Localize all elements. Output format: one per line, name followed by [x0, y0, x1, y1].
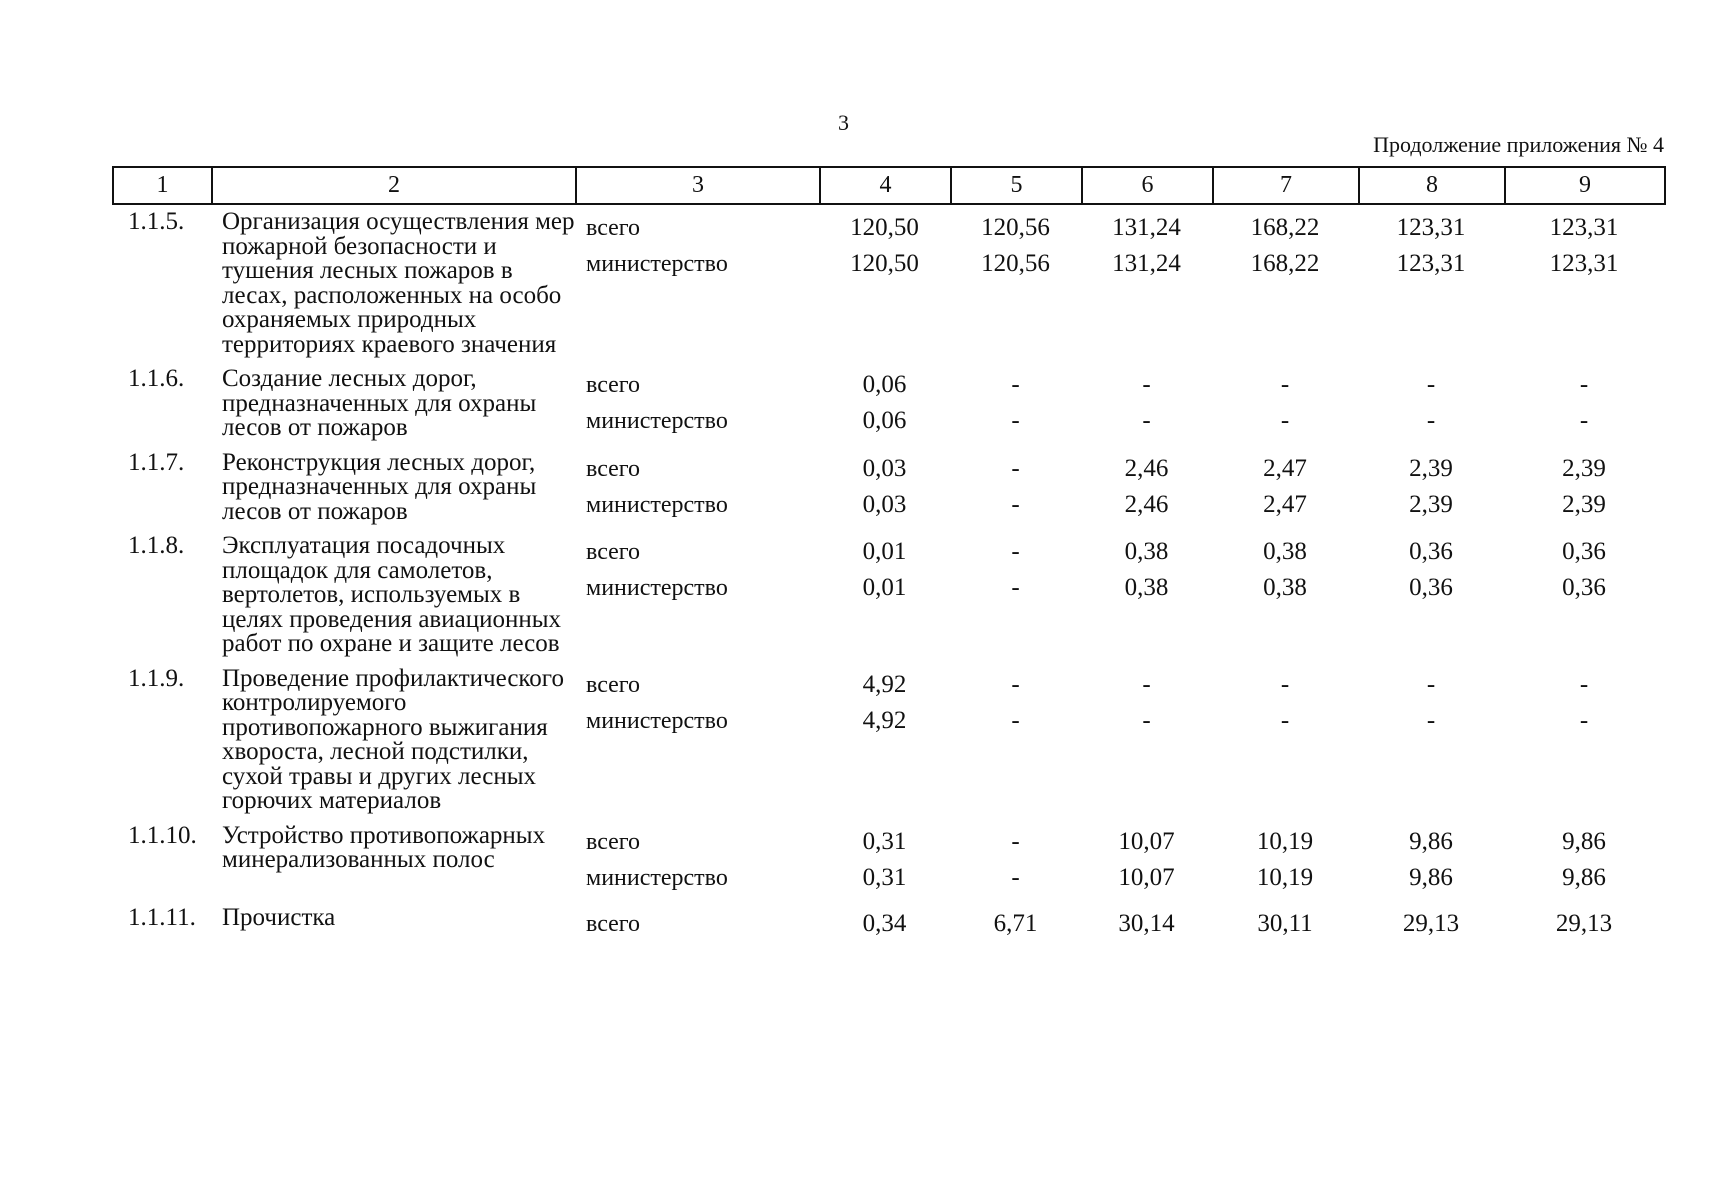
value-total: 29,13: [1555, 909, 1613, 937]
value-cell: [1081, 906, 1212, 978]
value-cell: [1212, 667, 1358, 814]
item-name: Организация осуществления мер пожарной безопасности и тушения лесных пожаров в лесах, расположенных на особо охраняемых природных территориях краевого значения: [222, 208, 575, 358]
value-cell: [819, 210, 950, 357]
value-ministry: [950, 942, 1081, 978]
value-ministry: 2,46: [1124, 490, 1169, 518]
value-cell: [1504, 367, 1664, 441]
value-cell: [1081, 367, 1212, 441]
funding-source-ministry: министерство: [586, 707, 728, 734]
value-total: 123,31: [1549, 214, 1619, 241]
value-total: 0,36: [1562, 538, 1606, 565]
table-row: [112, 367, 1664, 441]
value-cell: [1212, 906, 1358, 978]
value-cell: [1212, 824, 1358, 896]
value-cell: [1212, 451, 1358, 525]
value-total: 6,71: [993, 909, 1038, 937]
item-code: 1.1.8.: [128, 532, 185, 559]
item-name: Эксплуатация посадочных площадок для самолетов, вертолетов, используемых в целях проведения авиационных работ по охране и защите лесов: [222, 532, 562, 657]
table-row: [112, 906, 1664, 978]
value-ministry: 131,24: [1112, 250, 1181, 277]
value-total: -: [1579, 670, 1589, 698]
item-code: 1.1.10.: [128, 821, 197, 849]
value-cell: [1358, 210, 1504, 357]
value-total: -: [1426, 670, 1436, 698]
value-total: 9,86: [1562, 827, 1606, 855]
value-total: -: [1280, 670, 1290, 698]
value-total: 168,22: [1250, 214, 1320, 241]
value-total: 2,46: [1124, 454, 1169, 482]
funding-source-total: всего: [586, 671, 641, 698]
value-ministry: 2,47: [1263, 490, 1307, 518]
value-total: 2,39: [1409, 454, 1453, 482]
value-cell: [819, 367, 950, 441]
value-cell: [1212, 367, 1358, 441]
value-ministry: [1504, 942, 1664, 978]
value-cell: [1081, 451, 1212, 525]
value-total: 0,36: [1409, 538, 1453, 565]
funding-source-cell: [575, 451, 819, 525]
value-cell: [1504, 451, 1664, 525]
row-spacer-cell: [112, 896, 1664, 906]
value-ministry: 0,06: [862, 407, 907, 434]
funding-source-total: всего: [586, 910, 641, 937]
value-cell: [950, 906, 1081, 978]
value-cell: [950, 451, 1081, 525]
value-cell: [950, 824, 1081, 896]
value-cell: [1081, 210, 1212, 357]
value-cell: [1212, 210, 1358, 357]
column-number: 1: [113, 167, 212, 204]
value-cell: [1081, 824, 1212, 896]
value-total: 2,47: [1263, 454, 1307, 482]
table-row: [112, 534, 1664, 657]
funding-source-ministry: министерство: [586, 408, 728, 434]
row-spacer: [112, 978, 1664, 988]
value-ministry: 123,31: [1549, 250, 1619, 277]
table-row: [112, 451, 1664, 525]
funding-source-ministry: министерство: [586, 864, 728, 891]
funding-source-ministry: министерство: [586, 251, 728, 277]
value-ministry: 0,38: [1263, 574, 1307, 601]
value-ministry: [819, 942, 950, 978]
value-total: 30,14: [1118, 909, 1175, 937]
value-cell: [1504, 824, 1664, 896]
value-ministry: 10,19: [1256, 863, 1314, 891]
value-total: -: [1011, 538, 1020, 565]
value-cell: [819, 824, 950, 896]
value-ministry: 123,31: [1396, 250, 1466, 277]
value-ministry: 0,36: [1562, 574, 1606, 601]
value-total: -: [1426, 371, 1436, 398]
value-cell: [1081, 534, 1212, 657]
value-ministry: 2,39: [1562, 490, 1606, 518]
item-code: 1.1.6.: [128, 365, 185, 392]
value-total: 0,01: [862, 538, 907, 565]
value-total: 0,38: [1263, 538, 1307, 565]
value-cell: [1504, 534, 1664, 657]
funding-source-total: всего: [586, 539, 641, 565]
value-ministry: 0,38: [1124, 574, 1169, 601]
value-total: -: [1579, 371, 1589, 398]
item-name: Реконструкция лесных дорог, предназначенных для охраны лесов от пожаров: [222, 448, 537, 525]
item-code: 1.1.7.: [128, 448, 185, 476]
item-name: Создание лесных дорог, предназначенных для охраны лесов от пожаров: [222, 365, 537, 441]
value-total: -: [1011, 371, 1020, 398]
value-ministry: 120,56: [981, 250, 1050, 277]
value-total: 29,13: [1402, 909, 1460, 937]
value-ministry: [1081, 942, 1212, 978]
value-cell: [1212, 534, 1358, 657]
value-total: 131,24: [1112, 214, 1181, 241]
value-ministry: 0,31: [862, 863, 907, 891]
value-total: 30,11: [1257, 909, 1313, 937]
value-ministry: -: [1142, 407, 1151, 434]
value-total: 0,06: [862, 371, 907, 398]
value-total: -: [1011, 670, 1020, 698]
funding-source-ministry: [586, 942, 819, 978]
value-total: 0,34: [862, 909, 907, 937]
value-total: 10,19: [1256, 827, 1314, 855]
funding-source-ministry: министерство: [586, 491, 728, 518]
column-number: 3: [576, 167, 820, 204]
column-number-header: [112, 166, 1666, 205]
value-cell: [1358, 367, 1504, 441]
value-ministry: 9,86: [1409, 863, 1453, 891]
value-cell: [950, 210, 1081, 357]
value-ministry: -: [1426, 407, 1436, 434]
column-number: 5: [951, 167, 1082, 204]
value-total: 123,31: [1396, 214, 1466, 241]
value-cell: [1358, 824, 1504, 896]
value-ministry: -: [1011, 706, 1020, 734]
value-total: 2,39: [1562, 454, 1606, 482]
value-cell: [1358, 534, 1504, 657]
table-row: [112, 824, 1664, 896]
funding-source-cell: [575, 534, 819, 657]
value-ministry: 0,03: [862, 490, 907, 518]
value-ministry: [1212, 942, 1358, 978]
value-ministry: 168,22: [1250, 250, 1320, 277]
value-total: -: [1011, 454, 1020, 482]
row-spacer-cell: [112, 978, 1664, 988]
funding-source-cell: [575, 667, 819, 814]
value-cell: [950, 667, 1081, 814]
value-total: -: [1142, 670, 1151, 698]
value-ministry: -: [1142, 706, 1151, 734]
value-ministry: -: [1011, 574, 1020, 601]
value-cell: [950, 534, 1081, 657]
table-row: [112, 210, 1664, 357]
value-cell: [1504, 906, 1664, 978]
value-ministry: -: [1579, 706, 1589, 734]
value-cell: [819, 906, 950, 978]
value-total: 0,38: [1124, 538, 1169, 565]
value-ministry: -: [1011, 407, 1020, 434]
item-name: Устройство противопожарных минерализованных полос: [222, 821, 546, 873]
value-ministry: 10,07: [1118, 863, 1175, 891]
value-total: -: [1011, 827, 1020, 855]
value-total: -: [1142, 371, 1151, 398]
funding-source-ministry: министерство: [586, 575, 728, 601]
column-number: 2: [212, 167, 576, 204]
value-ministry: -: [1280, 407, 1290, 434]
item-code: 1.1.9.: [128, 664, 185, 692]
column-number: 4: [820, 167, 951, 204]
funding-source-total: всего: [586, 215, 641, 241]
value-ministry: 9,86: [1562, 863, 1606, 891]
column-number: 7: [1213, 167, 1359, 204]
value-cell: [1358, 451, 1504, 525]
item-name: Проведение профилактического контролируемого противопожарного выжигания хвороста, лесной подстилки, сухой травы и других лесных горючих материалов: [222, 664, 564, 814]
column-number: 9: [1505, 167, 1665, 204]
value-cell: [1358, 667, 1504, 814]
value-total: -: [1280, 371, 1290, 398]
value-cell: [1358, 906, 1504, 978]
row-spacer: [112, 896, 1664, 906]
column-number: 8: [1359, 167, 1505, 204]
value-ministry: 4,92: [862, 706, 907, 734]
page-number: 3: [838, 110, 849, 135]
table-row: [112, 667, 1664, 814]
item-name: Прочистка: [222, 903, 336, 931]
value-ministry: 0,01: [862, 574, 907, 601]
value-ministry: 2,39: [1409, 490, 1453, 518]
value-total: 0,31: [862, 827, 907, 855]
value-total: 120,50: [850, 214, 919, 241]
funding-table: [112, 210, 1664, 988]
value-ministry: [1358, 942, 1504, 978]
item-code: 1.1.5.: [128, 208, 185, 235]
value-cell: [1504, 210, 1664, 357]
value-cell: [950, 367, 1081, 441]
value-total: 0,03: [862, 454, 907, 482]
funding-source-cell: [575, 367, 819, 441]
funding-source-total: всего: [586, 828, 641, 855]
value-total: 4,92: [862, 670, 907, 698]
value-total: 120,56: [981, 214, 1050, 241]
value-total: 9,86: [1409, 827, 1453, 855]
column-number: 6: [1082, 167, 1213, 204]
value-total: 10,07: [1118, 827, 1175, 855]
value-cell: [1504, 667, 1664, 814]
funding-source-cell: [575, 824, 819, 896]
item-code: 1.1.11.: [128, 903, 196, 931]
value-cell: [819, 451, 950, 525]
appendix-continuation-note: Продолжение приложения № 4: [1373, 132, 1664, 157]
funding-source-total: всего: [586, 372, 641, 398]
value-ministry: 120,50: [850, 250, 919, 277]
value-ministry: -: [1426, 706, 1436, 734]
value-ministry: -: [1579, 407, 1589, 434]
value-cell: [819, 534, 950, 657]
value-ministry: -: [1280, 706, 1290, 734]
value-ministry: 0,36: [1409, 574, 1453, 601]
value-ministry: -: [1011, 490, 1020, 518]
funding-source-total: всего: [586, 455, 641, 482]
value-ministry: -: [1011, 863, 1020, 891]
funding-source-cell: [575, 906, 819, 978]
value-cell: [1081, 667, 1212, 814]
funding-source-cell: [575, 210, 819, 357]
value-cell: [819, 667, 950, 814]
